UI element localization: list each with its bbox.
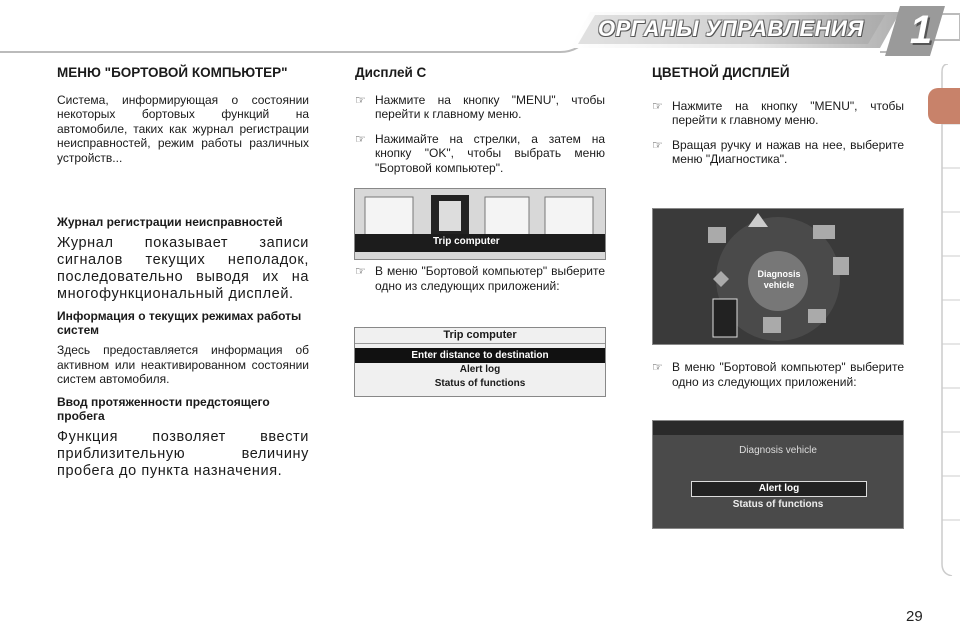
screen-title: Trip computer (443, 329, 517, 341)
column-middle (355, 66, 605, 175)
color-display-heading: ЦВЕТНОЙ ДИСПЛЕЙ (652, 65, 790, 80)
pointing-hand-icon: ☞ (355, 131, 366, 146)
trip-computer-screenshot (354, 327, 606, 397)
step-text: Нажимайте на стрелки, а затем на кнопку "OK", чтобы выбрать меню "Бортовой компьютер". (375, 131, 605, 175)
status-text: Здесь предоставляется информация об активном или неактивированном состоянии систем автомобиля. (57, 343, 309, 386)
column-right (652, 66, 904, 167)
instruction-step (355, 132, 605, 176)
active-chapter-tab (928, 88, 960, 124)
status-heading: Информация о текущих режимах работы систем (57, 309, 302, 337)
step-text: Нажмите на кнопку "MENU", чтобы перейти к главному меню. (375, 92, 605, 121)
distance-heading: Ввод протяженности предстоящего пробега (57, 394, 270, 423)
alert-log-text: Журнал показывает записи сигналов текущих неполадок, последовательно выводя их на многофункциональный дисплей. (57, 235, 309, 302)
pointing-hand-icon: ☞ (652, 137, 663, 152)
column-middle-2 (355, 264, 605, 293)
section-heading: МЕНЮ "БОРТОВОЙ КОМПЬЮТЕР" (57, 65, 288, 80)
pointing-hand-icon: ☞ (652, 360, 663, 374)
chapter-tabs (928, 64, 960, 576)
screen-label: Trip computer (433, 236, 500, 247)
alert-log-heading: Журнал регистрации неисправностей (57, 215, 283, 229)
pointing-hand-icon: ☞ (355, 264, 366, 278)
column-right-2 (652, 360, 904, 389)
display-c-heading: Дисплей С (355, 65, 427, 80)
instruction-step (355, 264, 605, 293)
page-number: 29 (906, 608, 923, 625)
color-display-menu-screenshot (652, 208, 904, 345)
column-left (57, 66, 309, 480)
diagnosis-center-label: Diagnosis vehicle (757, 269, 801, 290)
menu-item-enter-distance: Enter distance to destination (355, 348, 605, 363)
instruction-step (652, 138, 904, 167)
instruction-step (355, 93, 605, 122)
distance-text: Функция позволяет ввести приблизительную величину пробега до пункта назначения. (57, 428, 309, 479)
chapter-number: 1 (909, 8, 933, 52)
menu-item-status: Status of functions (434, 378, 526, 389)
pointing-hand-icon: ☞ (355, 92, 366, 107)
menu-item-status: Status of functions (732, 499, 824, 510)
menu-item-alert-log: Alert log (691, 481, 867, 497)
step-text: В меню "Бортовой компьютер" выберите одно из следующих приложений: (672, 360, 904, 389)
pointing-hand-icon: ☞ (652, 98, 663, 113)
instruction-step (652, 360, 904, 389)
screen-title: Diagnosis vehicle (739, 445, 817, 456)
intro-text: Система, информирующая о состоянии некоторых бортовых функций на автомобиле, таких как журнал регистрации неисправностей, режим работы различных устройств... (57, 92, 309, 165)
menu-item-alert-log: Alert log (459, 364, 501, 375)
step-text: В меню "Бортовой компьютер" выберите одно из следующих приложений: (375, 264, 605, 293)
display-c-menu-screenshot (354, 188, 606, 260)
step-text: Нажмите на кнопку "MENU", чтобы перейти к главному меню. (672, 98, 904, 127)
chapter-title: ОРГАНЫ УПРАВЛЕНИЯ (598, 16, 864, 41)
diagnosis-submenu-screenshot (652, 420, 904, 529)
instruction-step (652, 99, 904, 128)
step-text: Вращая ручку и нажав на нее, выберите меню "Диагностика". (672, 137, 904, 166)
